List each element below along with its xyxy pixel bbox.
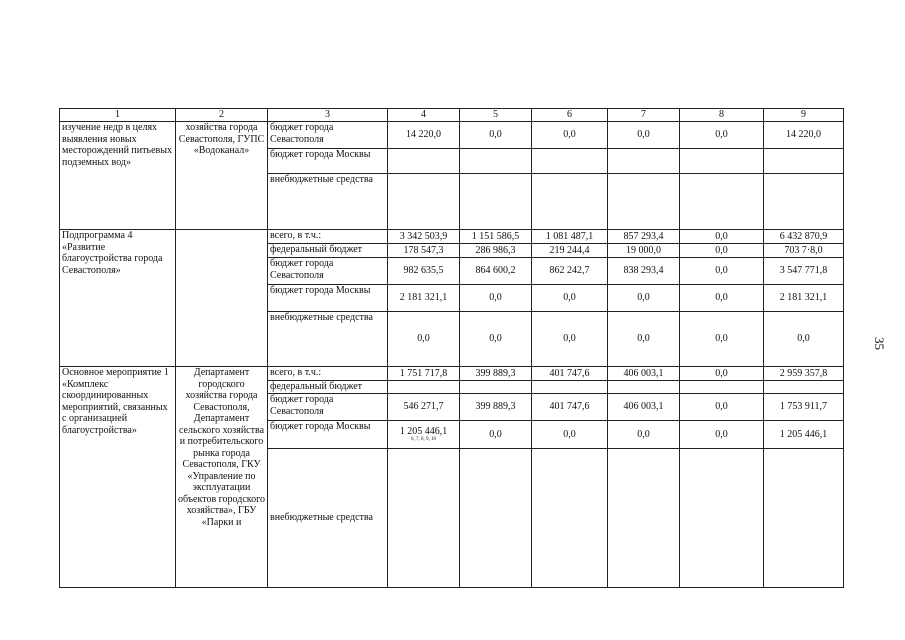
page-number: 35 bbox=[872, 337, 887, 350]
value-cell: 0,0 bbox=[532, 122, 608, 149]
header-cell: 5 bbox=[460, 109, 532, 122]
value-cell: 2 181 321,1 bbox=[764, 285, 844, 312]
table-row bbox=[60, 230, 844, 244]
value-cell: 0,0 bbox=[680, 367, 764, 381]
header-cell: 3 bbox=[268, 109, 388, 122]
value-cell bbox=[608, 174, 680, 230]
value-cell: 0,0 bbox=[608, 285, 680, 312]
program-name-cell: Основное мероприятие 1 «Комплекс скоординированных мероприятий, связанных с организацией благоустройства» bbox=[60, 367, 176, 588]
source-cell: бюджет города Севастополя bbox=[268, 258, 388, 285]
value-cell: 0,0 bbox=[460, 421, 532, 449]
value-cell bbox=[460, 449, 532, 588]
value-cell bbox=[388, 421, 460, 449]
value-cell: 401 747,6 bbox=[532, 367, 608, 381]
value-cell bbox=[532, 381, 608, 394]
executor-cell: хозяйства города Севастополя, ГУПС «Водоканал» bbox=[176, 122, 268, 230]
value-cell bbox=[764, 149, 844, 174]
value-cell: 857 293,4 bbox=[608, 230, 680, 244]
value-cell bbox=[680, 174, 764, 230]
value-cell: 1 205 446,1 bbox=[764, 421, 844, 449]
value-cell: 1 751 717,8 bbox=[388, 367, 460, 381]
header-cell: 8 bbox=[680, 109, 764, 122]
header-cell: 1 bbox=[60, 109, 176, 122]
value-cell: 0,0 bbox=[680, 421, 764, 449]
budget-table bbox=[59, 108, 844, 588]
value-cell bbox=[764, 381, 844, 394]
value-cell: 14 220,0 bbox=[764, 122, 844, 149]
value-cell: 286 986,3 bbox=[460, 244, 532, 258]
value-cell: 406 003,1 bbox=[608, 394, 680, 421]
source-cell: внебюджетные средства bbox=[268, 449, 388, 588]
table-row bbox=[60, 122, 844, 149]
source-cell: всего, в т.ч.: bbox=[268, 367, 388, 381]
source-cell: бюджет города Москвы bbox=[268, 285, 388, 312]
value-cell: 0,0 bbox=[460, 285, 532, 312]
value-cell bbox=[532, 174, 608, 230]
value-cell: 0,0 bbox=[680, 394, 764, 421]
source-cell: федеральный бюджет bbox=[268, 244, 388, 258]
value-cell: 0,0 bbox=[532, 312, 608, 367]
value-cell bbox=[608, 149, 680, 174]
value-cell: 1 081 487,1 bbox=[532, 230, 608, 244]
value-cell bbox=[388, 174, 460, 230]
value-cell bbox=[532, 449, 608, 588]
source-cell: федеральный бюджет bbox=[268, 381, 388, 394]
value-cell: 399 889,3 bbox=[460, 367, 532, 381]
value-cell: 2 181 321,1 bbox=[388, 285, 460, 312]
value-cell: 982 635,5 bbox=[388, 258, 460, 285]
source-cell: бюджет города Севастополя bbox=[268, 394, 388, 421]
value-cell bbox=[460, 174, 532, 230]
header-cell: 2 bbox=[176, 109, 268, 122]
source-cell: всего, в т.ч.: bbox=[268, 230, 388, 244]
value-cell bbox=[532, 149, 608, 174]
value-cell bbox=[680, 149, 764, 174]
value-cell bbox=[388, 149, 460, 174]
value-cell: 838 293,4 bbox=[608, 258, 680, 285]
value-cell: 0,0 bbox=[764, 312, 844, 367]
value-cell: 3 547 771,8 bbox=[764, 258, 844, 285]
value-cell: 0,0 bbox=[680, 122, 764, 149]
value-cell: 6 432 870,9 bbox=[764, 230, 844, 244]
executor-cell: Департамент городского хозяйства города Севастополя, Департамент сельского хозяйства и потребительского рынка города Севастополя, ГКУ «Управление по эксплуатации объектов городского хозяйства», ГБУ «Парки и bbox=[176, 367, 268, 588]
value-cell: 19 000,0 bbox=[608, 244, 680, 258]
header-cell: 9 bbox=[764, 109, 844, 122]
value-cell bbox=[680, 449, 764, 588]
value-cell bbox=[764, 174, 844, 230]
value-cell: 2 959 357,8 bbox=[764, 367, 844, 381]
source-cell: бюджет города Севастополя bbox=[268, 122, 388, 149]
value-cell: 0,0 bbox=[680, 244, 764, 258]
executor-cell bbox=[176, 230, 268, 367]
value-cell: 0,0 bbox=[680, 312, 764, 367]
source-cell: бюджет города Москвы bbox=[268, 149, 388, 174]
value-cell: 862 242,7 bbox=[532, 258, 608, 285]
source-cell: бюджет города Москвы bbox=[268, 421, 388, 449]
value-cell bbox=[680, 381, 764, 394]
header-cell: 4 bbox=[388, 109, 460, 122]
value-cell: 0,0 bbox=[680, 258, 764, 285]
value-cell: 0,0 bbox=[532, 285, 608, 312]
value-cell bbox=[388, 381, 460, 394]
value-cell: 399 889,3 bbox=[460, 394, 532, 421]
value-cell: 0,0 bbox=[388, 312, 460, 367]
value-text: 1 205 446,1 bbox=[399, 425, 448, 437]
program-name-cell: изучение недр в целях выявления новых месторождений питьевых подземных вод» bbox=[60, 122, 176, 230]
header-cell: 7 bbox=[608, 109, 680, 122]
value-cell bbox=[608, 449, 680, 588]
footnote-refs: 6, 7, 8, 9, 10 bbox=[411, 437, 436, 443]
value-cell: 1 151 586,5 bbox=[460, 230, 532, 244]
value-cell: 0,0 bbox=[460, 312, 532, 367]
value-cell bbox=[608, 381, 680, 394]
value-cell: 0,0 bbox=[460, 122, 532, 149]
source-cell: внебюджетные средства bbox=[268, 312, 388, 367]
value-cell bbox=[460, 381, 532, 394]
value-cell: 1 753 911,7 bbox=[764, 394, 844, 421]
header-row bbox=[60, 109, 844, 122]
value-cell: 0,0 bbox=[608, 312, 680, 367]
value-cell bbox=[764, 449, 844, 588]
value-cell bbox=[460, 149, 532, 174]
value-cell: 0,0 bbox=[680, 285, 764, 312]
value-cell bbox=[388, 449, 460, 588]
value-cell: 0,0 bbox=[532, 421, 608, 449]
source-cell: внебюджетные средства bbox=[268, 174, 388, 230]
value-cell: 546 271,7 bbox=[388, 394, 460, 421]
value-cell: 703 7·8,0 bbox=[764, 244, 844, 258]
value-cell: 0,0 bbox=[608, 421, 680, 449]
value-cell: 0,0 bbox=[608, 122, 680, 149]
value-cell: 401 747,6 bbox=[532, 394, 608, 421]
header-cell: 6 bbox=[532, 109, 608, 122]
value-cell: 3 342 503,9 bbox=[388, 230, 460, 244]
table-row bbox=[60, 367, 844, 381]
value-cell: 406 003,1 bbox=[608, 367, 680, 381]
value-cell: 178 547,3 bbox=[388, 244, 460, 258]
value-cell: 219 244,4 bbox=[532, 244, 608, 258]
value-cell: 0,0 bbox=[680, 230, 764, 244]
value-cell: 864 600,2 bbox=[460, 258, 532, 285]
value-cell: 14 220,0 bbox=[388, 122, 460, 149]
program-name-cell: Подпрограмма 4 «Развитие благоустройства города Севастополя» bbox=[60, 230, 176, 367]
